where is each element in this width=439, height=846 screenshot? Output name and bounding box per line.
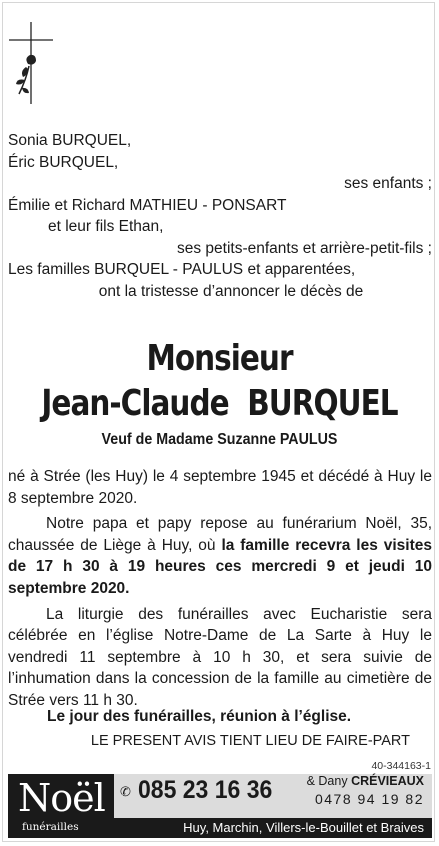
reference-number: 40-344163-1 [371, 760, 431, 772]
logo-name: Noël [18, 776, 105, 820]
reunion-line: Le jour des funérailles, réunion à l’église. [47, 708, 352, 725]
family-line: Les familles BURQUEL - PAULUS et apparentées, [8, 261, 356, 278]
honorific: Monsieur [146, 338, 293, 379]
partner-name [307, 774, 424, 788]
visitation-paragraph [8, 513, 432, 599]
cross-with-rose-icon [8, 20, 54, 106]
visitation-hours: la famille recevra les visites de 17 h 30 à 19 heures ces mercredi 9 et jeudi 10 septembre 2020. [8, 536, 432, 597]
locations-bar [114, 818, 432, 838]
partner-phone[interactable]: 0478 94 19 82 [314, 791, 424, 807]
funeral-home-phone[interactable]: 085 23 16 36 [138, 776, 273, 804]
visitation-text: Notre papa et papy repose au funérarium Noël, 35, chaussée de Liège à Huy, où [8, 515, 432, 554]
funeral-home-banner [8, 774, 432, 838]
family-line: et leur fils Ethan, [48, 218, 164, 235]
family-line: Éric BURQUEL, [8, 153, 119, 171]
partner-prefix: & Dany [306, 774, 352, 788]
deceased-name: Jean-Claude BURQUEL [41, 383, 398, 424]
noel-logo [8, 774, 114, 838]
notice-body [8, 466, 432, 716]
family-line: Sonia BURQUEL, [8, 132, 132, 149]
family-list [8, 130, 432, 302]
announcement-line: ont la tristesse d’annoncer le décès de [98, 282, 364, 300]
widower-line: Veuf de Madame Suzanne PAULUS [101, 431, 338, 448]
family-line: Émilie et Richard MATHIEU - PONSART [8, 196, 287, 214]
partner-surname: CRÉVIEAUX [351, 774, 424, 788]
logo-subtitle: funérailles [22, 821, 79, 833]
birth-paragraph: né à Strée (les Huy) le 4 septembre 1945 et décédé à Huy le 8 septembre 2020. [8, 468, 432, 507]
locations-text: Huy, Marchin, Villers-le-Bouillet et Braives [183, 820, 424, 835]
family-role: ses enfants ; [344, 175, 432, 192]
phone-icon: ✆ [120, 784, 131, 799]
liturgy-paragraph: La liturgie des funérailles avec Eucharistie sera célébrée en l’église Notre-Dame de La Sarte à Huy le vendredi 11 septembre à 10 h 30, et sera suivie de l’inhumation dans la concession de la famille au cimetière de Strée vers 11 h 30. [8, 605, 432, 709]
deceased-title [40, 337, 400, 427]
family-role: ses petits-enfants et arrière-petit-fils ; [177, 239, 432, 257]
faire-part-notice: LE PRESENT AVIS TIENT LIEU DE FAIRE-PART [90, 733, 410, 749]
